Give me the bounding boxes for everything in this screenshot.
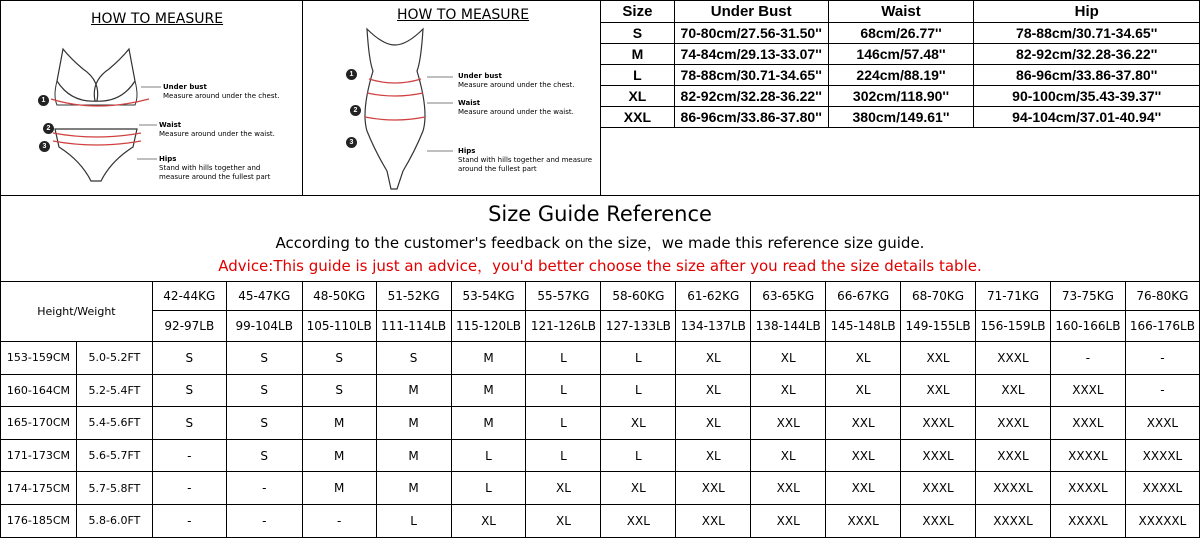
size-cell: XL	[676, 439, 751, 472]
size-cell: S	[302, 374, 376, 407]
size-cell: S	[152, 374, 226, 407]
weight-lb-header: 138-144LB	[751, 311, 826, 342]
weight-kg-header: 48-50KG	[302, 282, 376, 311]
size-cell: XL	[751, 374, 826, 407]
size-cell: L	[451, 472, 526, 505]
size-cell: XXL	[751, 504, 826, 537]
size-cell: S	[376, 342, 451, 375]
size-cell: L	[376, 504, 451, 537]
size-cell: XXL	[676, 472, 751, 505]
size-cell: XXXL	[976, 407, 1051, 440]
size-cell: XXL	[676, 504, 751, 537]
height-ft: 5.4-5.6FT	[76, 407, 152, 440]
size-cell: -	[1125, 374, 1199, 407]
table-row: XL 82-92cm/32.28-36.22'' 302cm/118.90'' 90-100cm/35.43-39.37''	[601, 86, 1200, 107]
waist-header: Waist	[828, 1, 974, 23]
size-cell: XXXXL	[1125, 472, 1199, 505]
size-cell: XXL	[751, 407, 826, 440]
height-ft: 5.0-5.2FT	[76, 342, 152, 375]
kg-header-row	[1, 282, 1200, 311]
weight-kg-header: 61-62KG	[676, 282, 751, 311]
size-cell: S	[152, 407, 226, 440]
size-cell: XXL	[976, 374, 1051, 407]
size-cell: XXL	[826, 407, 901, 440]
size-cell: L	[601, 374, 676, 407]
step-1-badge: 1	[346, 69, 357, 80]
weight-kg-header: 76-80KG	[1125, 282, 1199, 311]
hips-label: Hips Stand with hills together and measure around the fullest part	[458, 147, 593, 173]
size-cell: L	[526, 342, 601, 375]
size-cell: M	[376, 472, 451, 505]
size-guide-header	[0, 195, 1200, 282]
size-cell: L	[526, 439, 601, 472]
size-cell: XXXXL	[976, 472, 1051, 505]
size-cell: XL	[451, 504, 526, 537]
size-cell: XXL	[901, 342, 976, 375]
weight-kg-header: 68-70KG	[901, 282, 976, 311]
hip-header: Hip	[974, 1, 1200, 23]
size-cell: -	[152, 439, 226, 472]
height-cm: 171-173CM	[1, 439, 77, 472]
measure-panel-swimsuit	[302, 0, 601, 196]
size-cell: M	[376, 407, 451, 440]
measure-panel-bikini	[0, 0, 303, 196]
under-bust-header: Under Bust	[674, 1, 828, 23]
size-cell: M	[302, 439, 376, 472]
lb-header-row	[1, 311, 1200, 342]
size-cell: M	[376, 374, 451, 407]
weight-kg-header: 71-71KG	[976, 282, 1051, 311]
size-cell: L	[526, 374, 601, 407]
weight-lb-header: 149-155LB	[901, 311, 976, 342]
weight-kg-header: 66-67KG	[826, 282, 901, 311]
weight-kg-header: 55-57KG	[526, 282, 601, 311]
size-chart-table	[600, 0, 1200, 128]
size-cell: M	[451, 407, 526, 440]
size-cell: XL	[601, 407, 676, 440]
table-row	[1, 439, 1200, 472]
weight-lb-header: 134-137LB	[676, 311, 751, 342]
weight-kg-header: 58-60KG	[601, 282, 676, 311]
weight-lb-header: 127-133LB	[601, 311, 676, 342]
size-cell: M	[302, 407, 376, 440]
table-row	[1, 472, 1200, 505]
size-cell: XXXXL	[1125, 439, 1199, 472]
measure-title: HOW TO MEASURE	[397, 7, 530, 23]
size-cell: S	[226, 374, 302, 407]
size-cell: M	[302, 472, 376, 505]
waist-label: Waist Measure around under the waist.	[458, 99, 574, 116]
size-cell: M	[451, 342, 526, 375]
size-cell: -	[226, 472, 302, 505]
weight-lb-header: 105-110LB	[302, 311, 376, 342]
table-row: S 70-80cm/27.56-31.50'' 68cm/26.77'' 78-88cm/30.71-34.65''	[601, 23, 1200, 44]
size-cell: XL	[751, 342, 826, 375]
size-cell: XXXL	[1050, 407, 1125, 440]
height-ft: 5.7-5.8FT	[76, 472, 152, 505]
height-cm: 153-159CM	[1, 342, 77, 375]
size-cell: S	[302, 342, 376, 375]
size-cell: L	[601, 439, 676, 472]
weight-lb-header: 145-148LB	[826, 311, 901, 342]
table-row: M 74-84cm/29.13-33.07'' 146cm/57.48'' 82-92cm/32.28-36.22''	[601, 44, 1200, 65]
height-weight-table	[0, 281, 1200, 538]
size-header: Size	[601, 1, 675, 23]
size-cell: S	[226, 342, 302, 375]
size-cell: XXL	[601, 504, 676, 537]
size-cell: XXL	[826, 472, 901, 505]
guide-title: Size Guide Reference	[488, 202, 712, 226]
size-cell: L	[451, 439, 526, 472]
size-cell: XL	[826, 374, 901, 407]
size-cell: XXXL	[901, 472, 976, 505]
weight-kg-header: 45-47KG	[226, 282, 302, 311]
size-cell: XL	[601, 472, 676, 505]
size-cell: S	[152, 342, 226, 375]
height-ft: 5.6-5.7FT	[76, 439, 152, 472]
height-cm: 176-185CM	[1, 504, 77, 537]
size-cell: XXXL	[976, 439, 1051, 472]
height-cm: 160-164CM	[1, 374, 77, 407]
size-cell: XL	[676, 407, 751, 440]
size-cell: -	[152, 504, 226, 537]
table-row	[1, 407, 1200, 440]
step-1-badge: 1	[38, 95, 49, 106]
size-cell: XL	[526, 504, 601, 537]
size-cell: XXXL	[901, 407, 976, 440]
table-row: XXL 86-96cm/33.86-37.80'' 380cm/149.61'' 94-104cm/37.01-40.94''	[601, 107, 1200, 128]
under-bust-label: Under bust Measure around under the chest.	[163, 83, 280, 100]
waist-label: Waist Measure around under the waist.	[159, 121, 275, 138]
size-cell: XL	[676, 342, 751, 375]
size-cell: L	[526, 407, 601, 440]
size-cell: -	[302, 504, 376, 537]
guide-subtitle: According to the customer's feedback on the size，we made this reference size guide.	[275, 234, 925, 252]
weight-kg-header: 63-65KG	[751, 282, 826, 311]
size-cell: XL	[676, 374, 751, 407]
size-cell: -	[1050, 342, 1125, 375]
size-cell: M	[376, 439, 451, 472]
height-ft: 5.2-5.4FT	[76, 374, 152, 407]
size-cell: XL	[826, 342, 901, 375]
size-cell: L	[601, 342, 676, 375]
size-cell: XL	[751, 439, 826, 472]
size-cell: S	[226, 407, 302, 440]
table-row: L 78-88cm/30.71-34.65'' 224cm/88.19'' 86-96cm/33.86-37.80''	[601, 65, 1200, 86]
size-cell: XXXL	[976, 342, 1051, 375]
measure-title: HOW TO MEASURE	[91, 11, 224, 27]
step-2-badge: 2	[43, 123, 54, 134]
size-cell: XXL	[901, 374, 976, 407]
size-cell: XXL	[751, 472, 826, 505]
weight-kg-header: 51-52KG	[376, 282, 451, 311]
size-cell: M	[451, 374, 526, 407]
weight-lb-header: 166-176LB	[1125, 311, 1199, 342]
size-cell: XXXXL	[1050, 439, 1125, 472]
height-cm: 165-170CM	[1, 407, 77, 440]
size-cell: XXXL	[901, 504, 976, 537]
height-cm: 174-175CM	[1, 472, 77, 505]
guide-advice: Advice:This guide is just an advice，you'd better choose the size after you read the size details table.	[218, 257, 982, 275]
weight-kg-header: 42-44KG	[152, 282, 226, 311]
weight-kg-header: 53-54KG	[451, 282, 526, 311]
hips-label: Hips Stand with hills together and measure around the fullest part	[159, 155, 271, 181]
step-3-badge: 3	[39, 141, 50, 152]
weight-kg-header: 73-75KG	[1050, 282, 1125, 311]
size-cell: -	[152, 472, 226, 505]
weight-lb-header: 115-120LB	[451, 311, 526, 342]
size-cell: XXXL	[1125, 407, 1199, 440]
weight-lb-header: 156-159LB	[976, 311, 1051, 342]
size-cell: -	[1125, 342, 1199, 375]
size-cell: XXXL	[901, 439, 976, 472]
size-cell: XXXXL	[1050, 472, 1125, 505]
size-cell: XXXXXL	[1125, 504, 1199, 537]
step-2-badge: 2	[350, 105, 361, 116]
weight-lb-header: 160-166LB	[1050, 311, 1125, 342]
size-cell: S	[226, 439, 302, 472]
size-cell: XXXL	[1050, 374, 1125, 407]
table-row	[1, 342, 1200, 375]
height-ft: 5.8-6.0FT	[76, 504, 152, 537]
height-weight-corner: Height/Weight	[1, 282, 153, 342]
size-cell: XXXL	[826, 504, 901, 537]
table-row	[1, 504, 1200, 537]
weight-lb-header: 92-97LB	[152, 311, 226, 342]
size-cell: XXXXL	[976, 504, 1051, 537]
size-cell: XL	[526, 472, 601, 505]
size-cell: -	[226, 504, 302, 537]
table-row	[1, 374, 1200, 407]
weight-lb-header: 111-114LB	[376, 311, 451, 342]
under-bust-label: Under bust Measure around under the chest.	[458, 72, 575, 89]
step-3-badge: 3	[346, 137, 357, 148]
weight-lb-header: 121-126LB	[526, 311, 601, 342]
size-cell: XXL	[826, 439, 901, 472]
size-cell: XXXXL	[1050, 504, 1125, 537]
weight-lb-header: 99-104LB	[226, 311, 302, 342]
